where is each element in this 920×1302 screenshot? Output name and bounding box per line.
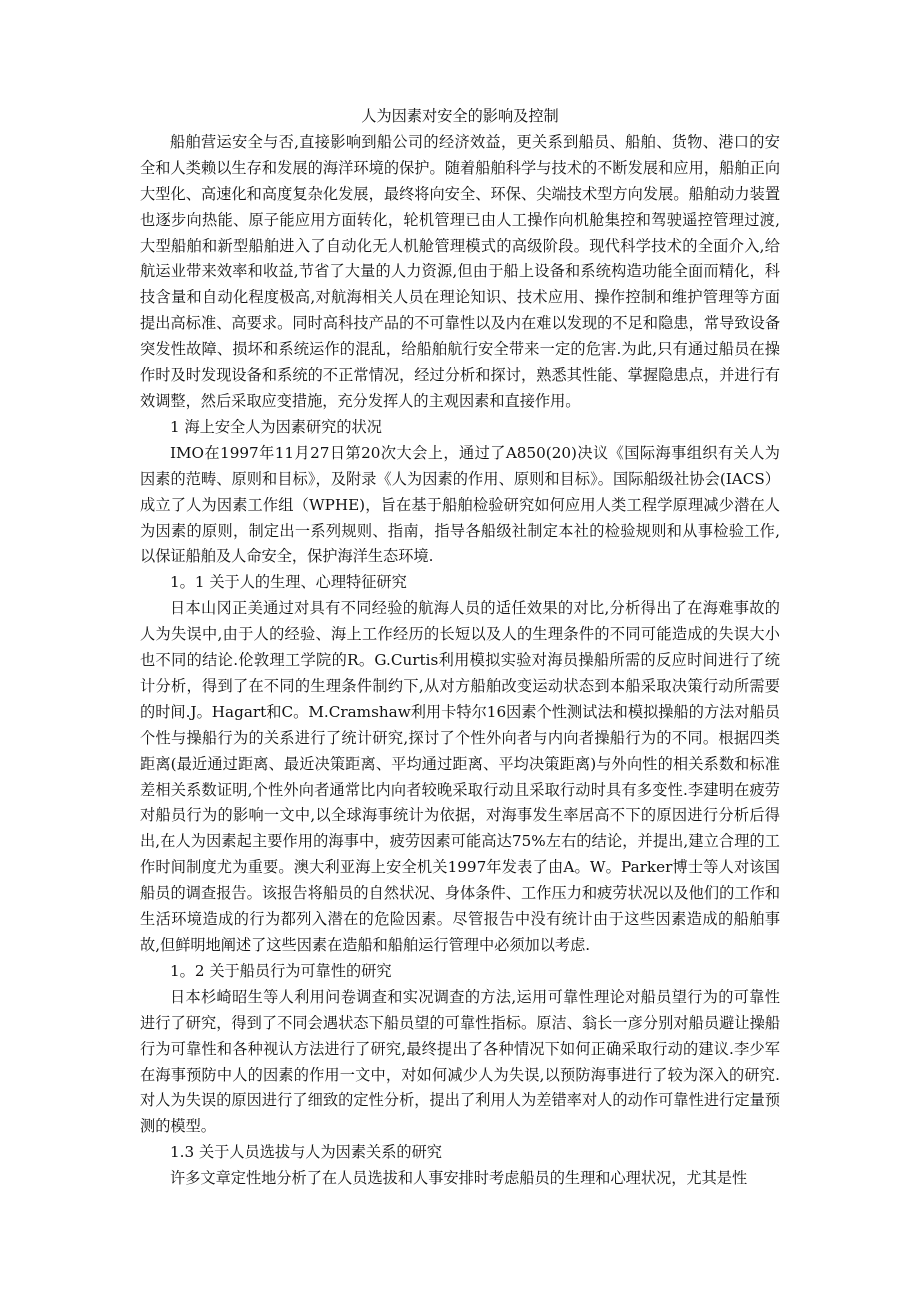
section-heading-1-1: 1。1 关于人的生理、心理特征研究 xyxy=(170,573,407,592)
section-heading-1: 1 海上安全人为因素研究的状况 xyxy=(170,417,382,436)
section-1-2-paragraph: 日本杉崎昭生等人利用问卷调查和实况调查的方法,运用可靠性理论对船员望行为的可靠性进行了研究，得到了不同会遇状态下船员望的可靠性指标。原洁、翁长一彦分别对船员避让操船行为可靠性和各种视认方法进行了研究,最终提出了各种情况下如何正确采取行动的建议.李少军在海事预防中人的因素的作用一文中，对如何减少人为失误,以预防海事进行了较为深入的研究.对人为失误的原因进行了细致的定性分析，提出了利用人为差错率对人的动作可靠性进行定量预测的模型。 xyxy=(140,987,780,1136)
section-1-1-paragraph: 日本山冈正美通过对具有不同经验的航海人员的适任效果的对比,分析得出了在海难事故的人为失误中,由于人的经验、海上工作经历的长短以及人的生理条件的不同可能造成的失误大小也不同的结论.伦敦理工学院的R。G.Curtis利用模拟实验对海员操船所需的反应时间进行了统计分析，得到了在不同的生理条件制约下,从对方船舶改变运动状态到本船采取决策行动所需要的时间.J。Hagart和C。M.Cramshaw利用卡特尔16因素个性测试法和模拟操船的方法对船员个性与操船行为的关系进行了统计研究,探讨了个性外向者与内向者操船行为的不同。根据四类距离(最近通过距离、最近决策距离、平均通过距离、平均决策距离)与外向性的相关系数和标准差相关系数证明,个性外向者通常比内向者较晚采取行动且采取行动时具有多变性.李建明在疲劳对船员行为的影响一文中,以全球海事统计为依据，对海事发生率居高不下的原因进行分析后得出,在人为因素起主要作用的海事中，疲劳因素可能高达75%左右的结论，并提出,建立合理的工作时间制度尤为重要。澳大利亚海上安全机关1997年发表了由A。W。Parker博士等人对该国船员的调查报告。该报告将船员的自然状况、身体条件、工作压力和疲劳状况以及他们的工作和生活环境造成的行为都列入潜在的危险因素。尽管报告中没有统计由于这些因素造成的船舶事故,但鲜明地阐述了这些因素在造船和船舶运行管理中必须加以考虑. xyxy=(140,599,780,954)
section-1-paragraph: IMO在1997年11月27日第20次大会上，通过了A850(20)决议《国际海事组织有关人为因素的范畴、原则和目标》，及附录《人为因素的作用、原则和目标》。国际船级社协会(IACS）成立了人为因素工作组（WPHE)，旨在基于船舶检验研究如何应用人类工程学原理减少潜在人为因素的原则，制定出一系列规则、指南，指导各船级社制定本社的检验规则和从事检验工作,以保证船舶及人命安全，保护海洋生态环境. xyxy=(140,443,780,566)
intro-paragraph: 船舶营运安全与否,直接影响到船公司的经济效益，更关系到船员、船舶、货物、港口的安全和人类赖以生存和发展的海洋环境的保护。随着船舶科学与技术的不断发展和应用，船舶正向大型化、高速化和高度复杂化发展，最终将向安全、环保、尖端技术型方向发展。船舶动力装置也逐步向热能、原子能应用方面转化，轮机管理已由人工操作向机舱集控和驾驶遥控管理过渡,大型船舶和新型船舶进入了自动化无人机舱管理模式的高级阶段。现代科学技术的全面介入,给航运业带来效率和收益,节省了大量的人力资源,但由于船上设备和系统构造功能全面而精化，科技含量和自动化程度极高,对航海相关人员在理论知识、技术应用、操作控制和维护管理等方面提出高标准、高要求。同时高科技产品的不可靠性以及内在难以发现的不足和隐患，常导致设备突发性故障、损坏和系统运作的混乱，给船舶航行安全带来一定的危害.为此,只有通过船员在操作时及时发现设备和系统的不正常情况，经过分析和探讨，熟悉其性能、掌握隐患点，并进行有效调整，然后采取应变措施，充分发挥人的主观因素和直接作用。 xyxy=(140,132,780,410)
document-page xyxy=(140,104,780,1192)
document-title: 人为因素对安全的影响及控制 xyxy=(361,107,559,125)
section-heading-1-2: 1。2 关于船员行为可靠性的研究 xyxy=(170,961,392,980)
section-1-3-paragraph: 许多文章定性地分析了在人员选拔和人事安排时考虑船员的生理和心理状况，尤其是性 xyxy=(170,1169,748,1188)
section-heading-1-3: 1.3 关于人员选拔与人为因素关系的研究 xyxy=(170,1143,442,1162)
